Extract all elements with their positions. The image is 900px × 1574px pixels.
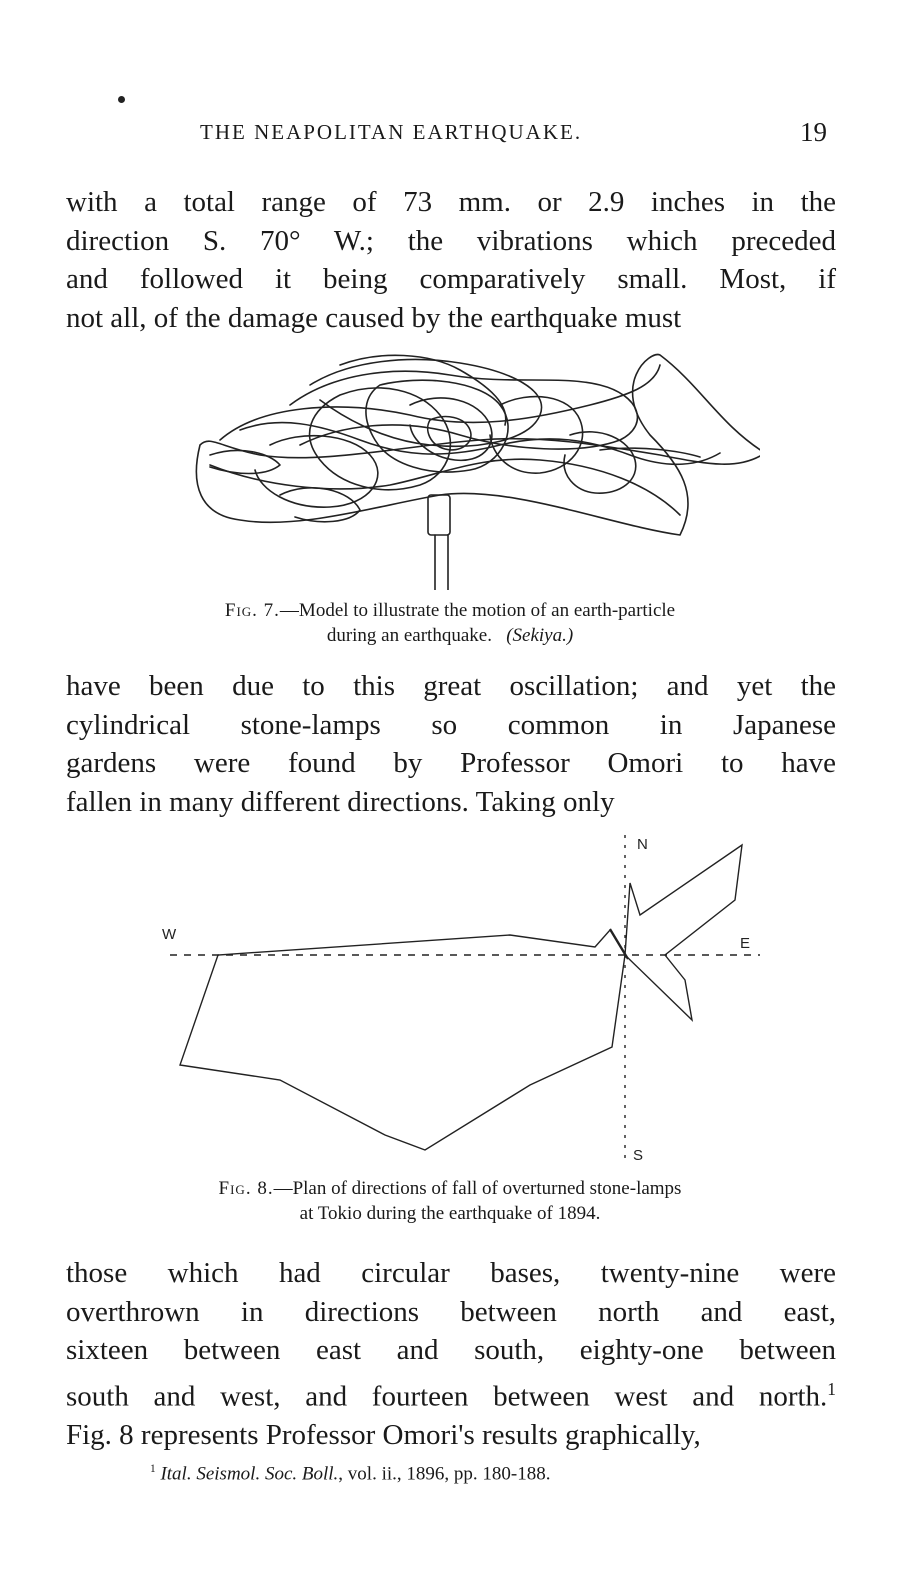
running-head: THE NEAPOLITAN EARTHQUAKE. [200,120,583,144]
paragraph-line: direction S. 70° W.; the vibrations which preceded [66,224,836,257]
paragraph-line: with a total range of 73 mm. or 2.9 inches in the [66,186,836,218]
wire-loop [210,459,680,515]
post-cap [428,495,450,535]
paragraph-line: those which had circular bases, twenty-nine were [66,1257,836,1289]
caption-text: —Plan of directions of fall of overturned stone-lamps [273,1178,682,1199]
paragraph-line: gardens were found by Professor Omori to have [66,747,836,779]
wire-loop [220,365,660,440]
wire-loop [366,380,508,472]
paragraph-line: Fig. 8 represents Professor Omori's results graphically, [66,1418,701,1451]
paragraph-line: overthrown in directions between north and east, [66,1295,836,1328]
footnote-ref[interactable]: 1 [827,1378,836,1399]
paragraph-3 [66,1254,836,1454]
paragraph-line: not all, of the damage caused by the earthquake must [66,301,682,334]
wire-loop [410,398,492,460]
wire-loop [310,388,451,490]
figure-7-caption [0,598,900,648]
compass-west-label: W [162,926,177,943]
caption-attribution: (Sekiya.) [506,625,574,646]
footnote-details: , vol. ii., 1896, pp. 180-188. [338,1463,551,1485]
figure-label: Fig. 7. [224,600,280,621]
compass-north-label: N [637,836,648,853]
figure-8-caption [0,1176,900,1226]
wire-loop [210,450,280,473]
figure-8-chart [150,825,790,1170]
page-number: 19 [800,117,827,147]
paragraph-line: south and west, and fourteen between west and north. [66,1380,828,1413]
paragraph-1 [66,183,836,337]
paragraph-line: have been due to this great oscillation; and yet the [66,670,836,702]
fall-direction-polygon [180,845,742,1150]
figure-label: Fig. 8. [218,1178,274,1199]
paragraph-line: and followed it being comparatively small. Most, if [66,263,836,295]
paragraph-line: fallen in many different directions. Taking only [66,785,615,818]
footnote [150,1463,550,1485]
caption-text: at Tokio during the earthquake of 1894. [299,1203,601,1224]
paragraph-2 [66,667,836,821]
paragraph-line-with-ref [66,1370,836,1416]
paragraph-line: cylindrical stone-lamps so common in Japanese [66,708,836,741]
wire-loop [255,436,378,507]
paragraph-line: sixteen between east and south, eighty-one between [66,1334,836,1366]
footnote-marker: 1 [150,1463,156,1475]
ink-dot [118,96,125,103]
caption-text: during an earthquake. [326,625,492,646]
wire-loop [290,371,637,449]
figure-7-illustration [180,345,760,590]
compass-south-label: S [633,1147,644,1164]
caption-text: —Model to illustrate the motion of an earth-particle [279,600,676,621]
compass-east-label: E [740,935,751,952]
footnote-source: Ital. Seismol. Soc. Boll. [160,1463,339,1485]
